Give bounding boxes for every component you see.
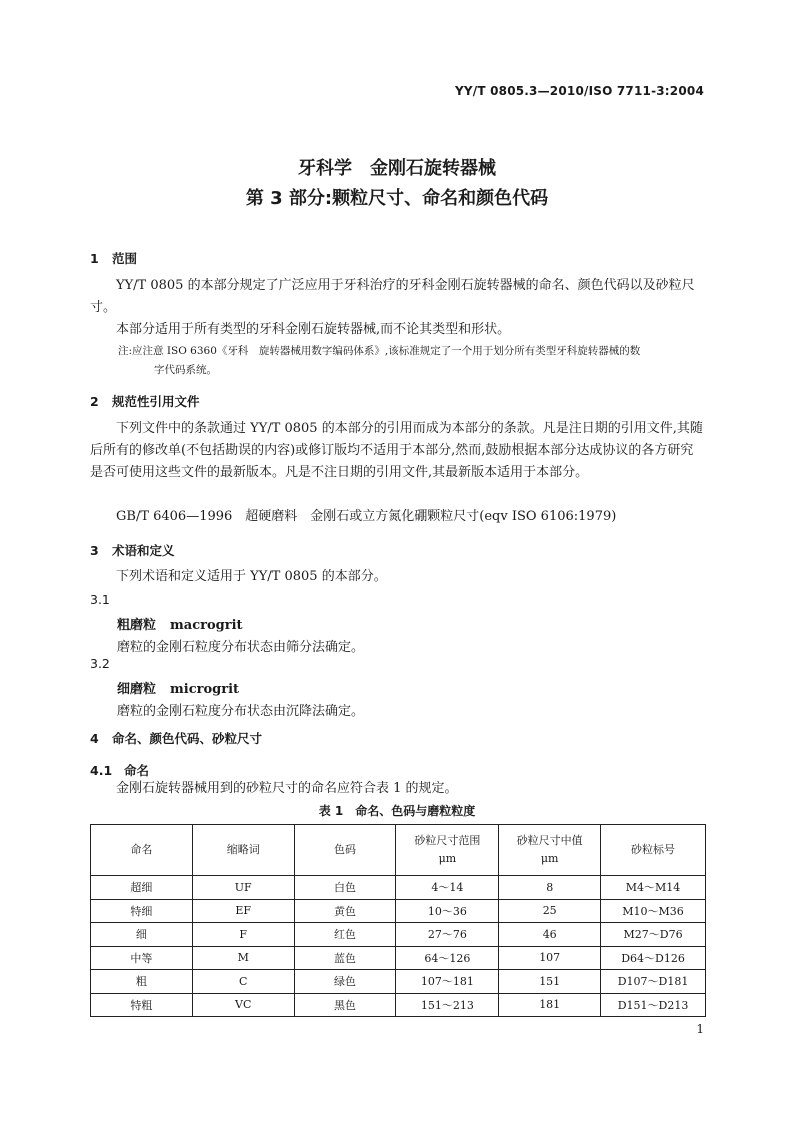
cell-grit: M10～M36 [601,899,706,923]
header-range [396,825,499,876]
term-en: macrogrit [170,618,243,633]
cell-grit: D107～D181 [601,970,706,994]
cell-abbr: UF [192,876,294,900]
section-number: 4 [90,731,99,746]
nomenclature-table [90,824,706,1017]
section-title: 命名、颜色代码、砂粒尺寸 [112,731,263,746]
cell-name: 细 [91,923,193,947]
definition: 磨粒的金刚石粒度分布状态由筛分法确定。 [117,640,365,655]
cell-grit: M27～D76 [601,923,706,947]
cell-abbr: F [192,923,294,947]
subsection-number: 4.1 [90,763,113,778]
cell-name: 特细 [91,899,193,923]
cell-color: 绿色 [294,970,396,994]
clause-number: 3.2 [90,656,110,671]
cell-name: 特粗 [91,993,193,1017]
term [117,678,239,697]
section-4-heading [90,729,262,747]
header-median-label: 砂粒尺寸中值 [516,834,583,847]
cell-abbr: VC [192,993,294,1017]
term [117,614,243,633]
cell-color: 黄色 [294,899,396,923]
cell-abbr: M [192,946,294,970]
table-row [91,899,706,923]
cell-grit: D151～D213 [601,993,706,1017]
header-median-unit: μm [540,852,559,865]
section-1-heading [90,249,137,267]
term-en: microgrit [170,682,240,697]
subsection-title: 命名 [124,763,150,778]
cell-median: 181 [499,993,601,1017]
cell-abbr: C [192,970,294,994]
reference-entry: GB/T 6406—1996 超硬磨料 金刚石或立方氮化硼颗粒尺寸(eqv ISO 6106:1979) [116,509,617,524]
table-row [91,876,706,900]
cell-name: 中等 [91,946,193,970]
cell-median: 8 [499,876,601,900]
cell-grit: D64～D126 [601,946,706,970]
cell-range: 4～14 [396,876,499,900]
table-header-row [91,825,706,876]
section-number: 2 [90,394,99,409]
header-median [499,825,601,876]
section-number: 3 [90,543,99,558]
page-number: 1 [696,1022,704,1036]
section-title: 范围 [112,251,138,266]
cell-median: 46 [499,923,601,947]
header-name: 命名 [91,825,193,876]
header-range-label: 砂粒尺寸范围 [414,834,481,847]
cell-range: 10～36 [396,899,499,923]
standard-number: YY/T 0805.3—2010/ISO 7711-3:2004 [454,84,704,98]
note-line: 字代码系统。 [154,364,217,376]
subsection-4-1-heading [90,761,149,779]
table-row [91,946,706,970]
cell-color: 蓝色 [294,946,396,970]
cell-median: 25 [499,899,601,923]
clause-number: 3.1 [90,592,110,607]
cell-range: 64～126 [396,946,499,970]
paragraph: 本部分适用于所有类型的牙科金刚石旋转器械,而不论其类型和形状。 [116,322,511,337]
section-number: 1 [90,251,99,266]
table-row [91,970,706,994]
table-row [91,923,706,947]
table-row [91,993,706,1017]
cell-color: 白色 [294,876,396,900]
note [118,342,708,380]
table-caption: 表 1 命名、色码与磨粒粒度 [318,804,476,818]
paragraph: YY/T 0805 的本部分规定了广泛应用于牙科治疗的牙科金刚石旋转器械的命名、颜色代码以及砂粒尺寸。 [90,278,695,315]
cell-name: 超细 [91,876,193,900]
term-zh: 细磨粒 [117,682,157,697]
cell-median: 151 [499,970,601,994]
header-color: 色码 [294,825,396,876]
paragraph: 下列文件中的条款通过 YY/T 0805 的本部分的引用而成为本部分的条款。凡是注日期的引用文件,其随后所有的修改单(不包括勘误的内容)或修订版均不适用于本部分,然而,鼓励根据本部分达成协议的各方研究是否可使用这些文件的最新版本。凡是不注日期的引用文件,其最新版本适用于本部分。 [90,421,703,480]
header-abbr: 缩略词 [192,825,294,876]
definition: 磨粒的金刚石粒度分布状态由沉降法确定。 [117,704,365,719]
section-title: 规范性引用文件 [112,394,200,409]
cell-name: 粗 [91,970,193,994]
paragraph: 金刚石旋转器械用到的砂粒尺寸的命名应符合表 1 的规定。 [116,781,458,796]
paragraph: 下列术语和定义适用于 YY/T 0805 的本部分。 [116,569,387,584]
section-title: 术语和定义 [112,543,175,558]
doc-title-line1: 牙科学 金刚石旋转器械 [298,158,496,179]
cell-range: 107～181 [396,970,499,994]
term-zh: 粗磨粒 [117,618,157,633]
header-range-unit: μm [438,852,457,865]
cell-range: 151～213 [396,993,499,1017]
cell-color: 红色 [294,923,396,947]
cell-median: 107 [499,946,601,970]
cell-color: 黑色 [294,993,396,1017]
cell-range: 27～76 [396,923,499,947]
note-line: 注:应注意 ISO 6360《牙科 旋转器械用数字编码体系》,该标准规定了一个用于划分所有类型牙科旋转器械的数 [118,345,641,357]
doc-title-line2: 第 3 部分:颗粒尺寸、命名和颜色代码 [245,188,549,209]
header-grit: 砂粒标号 [601,825,706,876]
cell-grit: M4～M14 [601,876,706,900]
section-2-heading [90,392,200,410]
cell-abbr: EF [192,899,294,923]
section-3-heading [90,541,175,559]
